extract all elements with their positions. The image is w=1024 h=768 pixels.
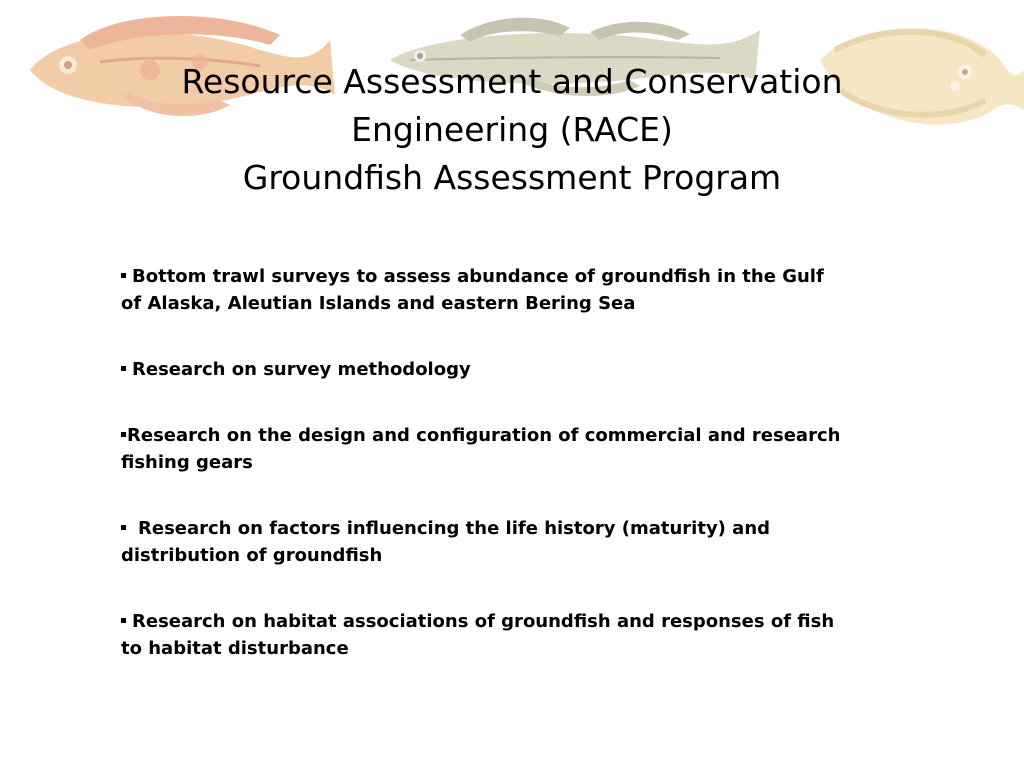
bullet-text: Research on the design and configuration of commercial and research fishing gears xyxy=(121,425,841,473)
bullet-text: Bottom trawl surveys to assess abundance of groundfish in the Gulf of Alaska, Aleutian Islands and eastern Bering Sea xyxy=(121,266,824,314)
title-line-2: Engineering (RACE) xyxy=(351,110,673,149)
bullet-list xyxy=(121,263,841,662)
square-bullet-icon xyxy=(121,525,126,530)
bullet-item-trawl-surveys xyxy=(121,263,841,317)
bullet-item-life-history xyxy=(121,515,841,569)
square-bullet-icon xyxy=(121,273,126,278)
title-line-3: Groundfish Assessment Program xyxy=(242,158,782,197)
bullet-item-survey-methodology xyxy=(121,356,841,383)
title-line-1: Resource Assessment and Conservation xyxy=(181,62,843,101)
bullet-text: Research on habitat associations of groundfish and responses of fish to habitat disturbance xyxy=(121,611,835,659)
bullet-item-fishing-gears xyxy=(121,422,841,476)
bullet-text: Research on factors influencing the life history (maturity) and distribution of groundfish xyxy=(121,518,771,566)
bullet-item-habitat xyxy=(121,608,841,662)
slide-title xyxy=(112,58,912,202)
square-bullet-icon xyxy=(121,618,126,623)
bullet-text: Research on survey methodology xyxy=(132,359,471,380)
square-bullet-icon xyxy=(121,366,126,371)
square-bullet-icon xyxy=(121,432,126,437)
